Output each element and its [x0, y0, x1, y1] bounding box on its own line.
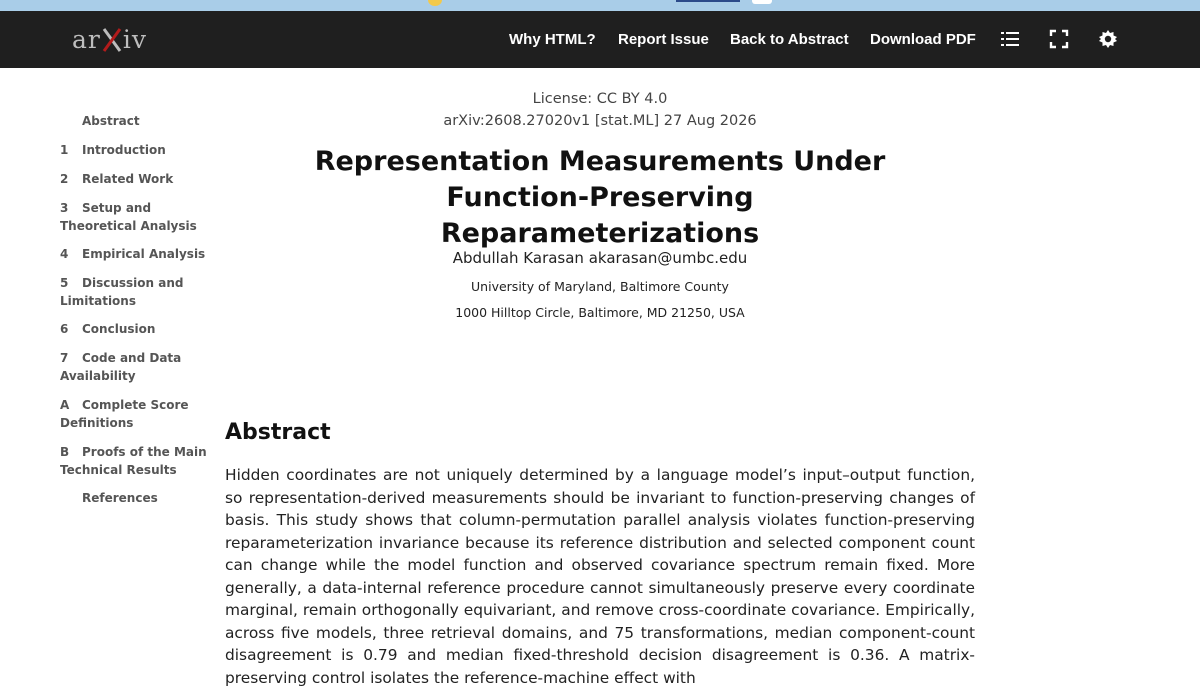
notice-banner [0, 0, 1200, 11]
toc-item-label: Conclusion [82, 322, 156, 336]
notice-emoji-icon [428, 0, 442, 6]
toc-item-code-and-data[interactable] [60, 349, 210, 385]
toc-item-abstract[interactable] [60, 112, 210, 130]
toc-item-discussion[interactable] [60, 274, 210, 310]
paper-title [300, 144, 900, 252]
toc-item-label: References [82, 491, 158, 505]
toc-item-label: Code and Data Availability [60, 351, 182, 383]
toc-item-label: Proofs of the Main Technical Results [60, 445, 207, 477]
toc-item-label: Discussion and Limitations [60, 276, 184, 308]
toc-item-number: 6 [60, 322, 69, 336]
logo-text-left: ar [72, 24, 101, 54]
fullscreen-icon[interactable] [1048, 28, 1070, 50]
toc-item-number: 5 [60, 276, 69, 290]
toc-item-label: Empirical Analysis [82, 247, 206, 261]
back-to-abstract-link[interactable]: Back to Abstract [730, 31, 849, 48]
toc-item-label: Abstract [82, 114, 140, 128]
toc-item-number: 4 [60, 247, 69, 261]
why-html-link[interactable]: Why HTML? [509, 31, 596, 48]
author-address: 1000 Hilltop Circle, Baltimore, MD 21250, USA [455, 305, 745, 320]
paper-title-line-1: Representation Measurements Under [314, 146, 886, 177]
toc-item-references[interactable] [60, 489, 210, 507]
top-navigation-bar [0, 11, 1200, 68]
toc-item-number: 7 [60, 351, 69, 365]
toc-item-label: Introduction [82, 143, 166, 157]
download-pdf-link[interactable]: Download PDF [870, 31, 976, 48]
toc-item-appendix-b[interactable] [60, 443, 210, 479]
list-icon[interactable] [999, 28, 1021, 50]
license-line: License: CC BY 4.0 [532, 91, 668, 107]
toc-item-empirical-analysis[interactable] [60, 245, 210, 263]
toc-item-label: Complete Score Definitions [60, 398, 189, 430]
abstract-heading: Abstract [225, 420, 331, 445]
toc-item-label: Related Work [82, 172, 174, 186]
report-issue-link[interactable]: Report Issue [618, 31, 709, 48]
toc-item-number: 3 [60, 201, 69, 215]
toc-item-introduction[interactable] [60, 141, 210, 159]
toc-item-number: 2 [60, 172, 69, 186]
toc-item-number: B [60, 445, 70, 459]
abstract-text: Hidden coordinates are not uniquely determined by a language model’s input–output function, so representation-derived measurements should be invariant to function-preserving changes of basis. This study shows that column-permutation parallel analysis violates function-preserving reparameterization invariance because its reference distribution and selected component count can change while the model function and observed covariance spectrum remain fixed. More generally, a data-internal reference procedure cannot simultaneously preserve every coordinate marginal, remain orthogonally equivariant, and remove cross-coordinate covariance. Empirically, across five models, three retrieval domains, and 75 transformations, median component-count disagreement is 0.79 and median fixed-threshold decision disagreement is 0.36. A matrix-preserving control isolates the reference-machine effect with [225, 466, 975, 687]
toc-item-related-work[interactable] [60, 170, 210, 188]
arxiv-identifier: arXiv:2608.27020v1 [stat.ML] 27 Aug 2026 [443, 113, 757, 129]
settings-icon[interactable] [1097, 28, 1119, 50]
logo-text-right: iv [122, 24, 147, 54]
toc-item-number: 1 [60, 143, 69, 157]
toc-item-label: Setup and Theoretical Analysis [60, 201, 197, 233]
paper-title-line-2: Function-Preserving Reparameterizations [440, 182, 760, 249]
toc-item-conclusion[interactable] [60, 320, 210, 338]
arxiv-logo[interactable] [72, 24, 147, 54]
author-affiliation: University of Maryland, Baltimore County [471, 279, 729, 294]
toc-item-appendix-a[interactable] [60, 396, 210, 432]
toc-item-setup[interactable] [60, 199, 210, 235]
toc-item-number: A [60, 398, 70, 412]
notice-link[interactable] [676, 0, 740, 2]
author-line: Abdullah Karasan akarasan@umbc.edu [452, 249, 748, 267]
logo-x-mark [101, 24, 123, 54]
notice-close-button[interactable] [752, 0, 772, 4]
